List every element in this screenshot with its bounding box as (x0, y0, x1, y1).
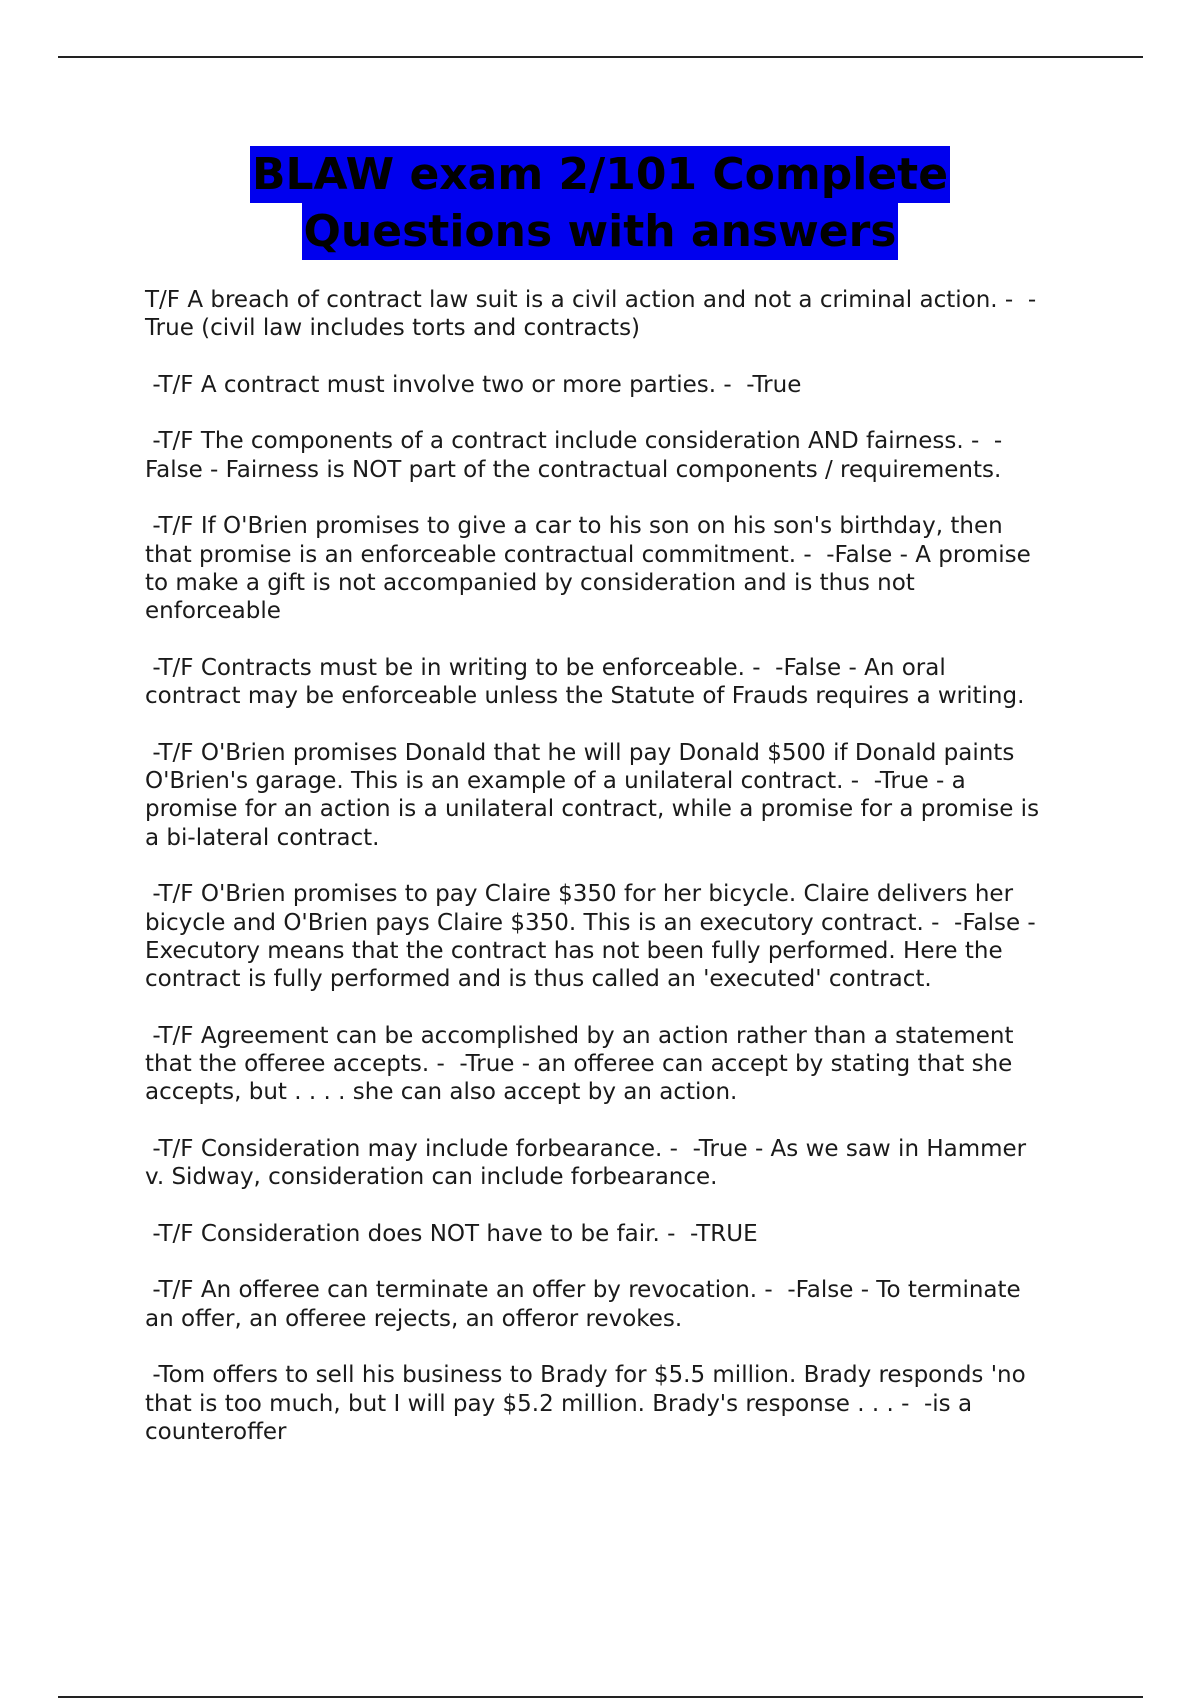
title-line-2: Questions with answers (302, 203, 899, 260)
qa-item: -T/F O'Brien promises to pay Claire $350 for her bicycle. Claire delivers her bicycle and O'Brien pays Claire $350. This is an executory contract. - -False - Executory means that the contract has not been fully performed. Here the contract is fully performed and is thus called an 'executed' contract. (145, 881, 1036, 993)
qa-item: -Tom offers to sell his business to Brady for $5.5 million. Brady responds 'no that is too much, but I will pay $5.2 million. Brady's response . . . - -is a counteroffer (145, 1362, 1026, 1445)
qa-item: T/F A breach of contract law suit is a civil action and not a criminal action. - - True (civil law includes torts and contracts) (145, 287, 1037, 342)
qa-item: -T/F Consideration may include forbearance. - -True - As we saw in Hammer v. Sidway, consideration can include forbearance. (145, 1135, 1027, 1191)
title-line-1: BLAW exam 2/101 Complete (250, 146, 950, 203)
header-rule (58, 56, 1143, 58)
qa-item: -T/F If O'Brien promises to give a car to his son on his son's birthday, then that promise is an enforceable contractual commitment. - -False - A promise to make a gift is not accompanied by consideration and is thus not enforceable (145, 513, 1031, 625)
qa-item: -T/F A contract must involve two or more parties. - -True (145, 371, 802, 398)
qa-item: -T/F Contracts must be in writing to be enforceable. - -False - An oral contract may be enforceable unless the Statute of Frauds requires a writing. (145, 654, 1025, 710)
footer-rule (58, 1696, 1143, 1698)
qa-item: -T/F O'Brien promises Donald that he will pay Donald $500 if Donald paints O'Brien's garage. This is an example of a unilateral contract. - -True - a promise for an action is a unilateral contract, while a promise for a promise is a bi-lateral contract. (145, 739, 1040, 851)
qa-item: -T/F Consideration does NOT have to be fair. - -TRUE (145, 1220, 758, 1247)
qa-item: -T/F An offeree can terminate an offer by revocation. - -False - To terminate an offer, an offeree rejects, an offeror revokes. (145, 1277, 1021, 1332)
question-answer-list (145, 286, 1095, 1474)
qa-item: -T/F Agreement can be accomplished by an action rather than a statement that the offeree accepts. - -True - an offeree can accept by stating that she accepts, but . . . . she can also accept by an action. (145, 1022, 1014, 1106)
qa-item: -T/F The components of a contract include consideration AND fairness. - - False - Fairness is NOT part of the contractual components / requirements. (145, 428, 1003, 483)
document-title (100, 146, 1100, 260)
